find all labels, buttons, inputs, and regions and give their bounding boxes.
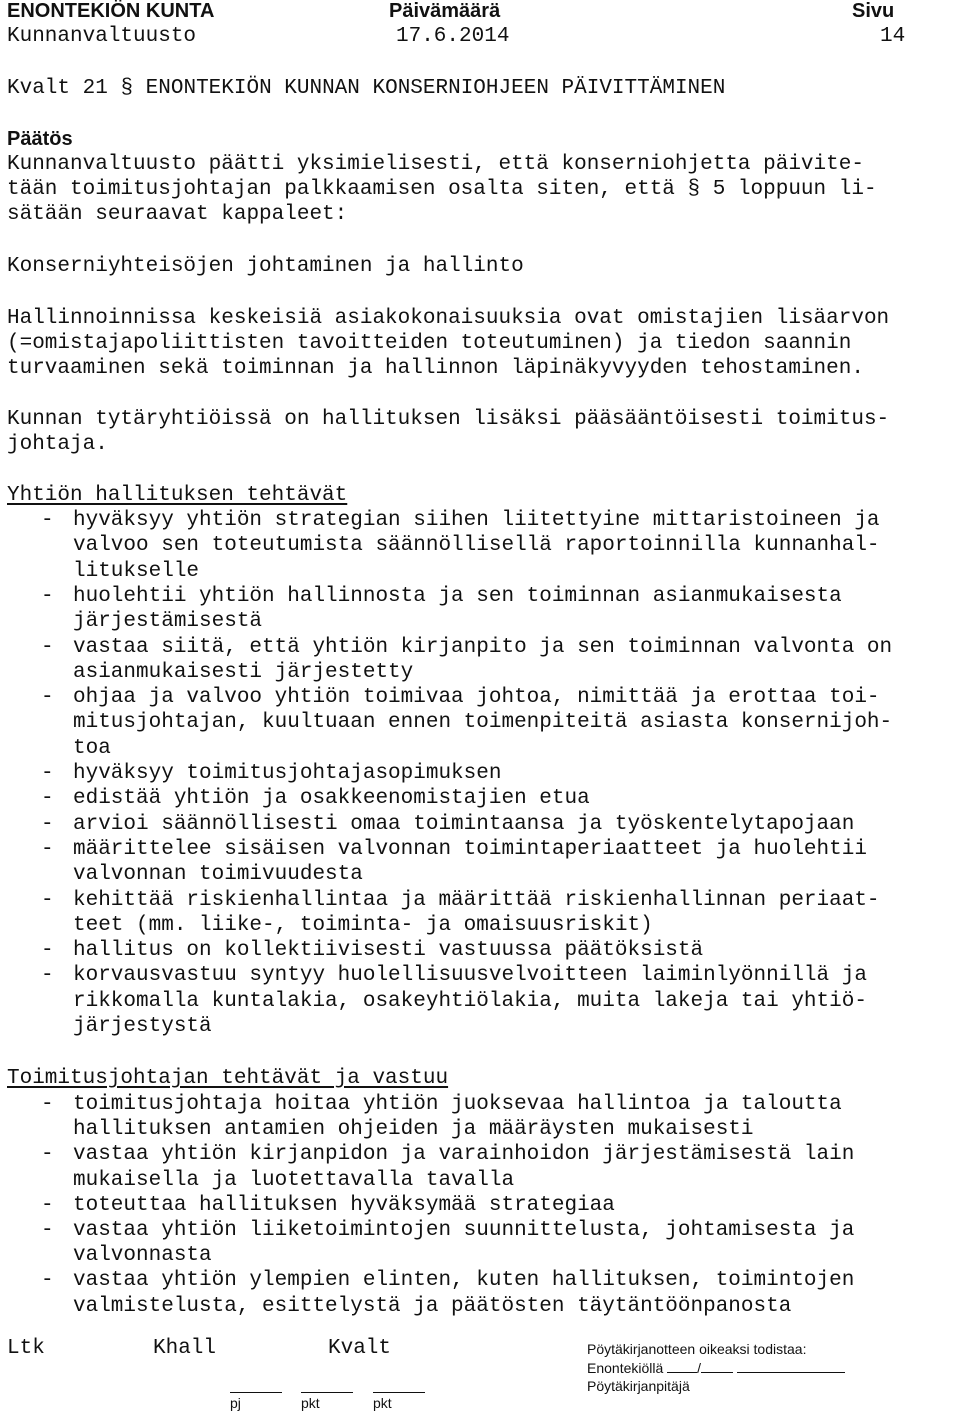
document-title: Kvalt 21 § ENONTEKIÖN KUNNAN KONSERNIOHJEEN PÄIVITTÄMINEN xyxy=(7,77,726,100)
list-item-line: vastaa siitä, että yhtiön kirjanpito ja sen toiminnan valvonta on xyxy=(73,635,893,659)
footer-ltk: Ltk xyxy=(7,1337,45,1360)
pkt-line-1 xyxy=(301,1392,353,1393)
footer-khall: Khall xyxy=(153,1337,217,1360)
list-item-line: toa xyxy=(73,736,111,760)
footer-secretary: Pöytäkirjanpitäjä xyxy=(587,1378,690,1394)
bullet-dash: - xyxy=(41,635,54,659)
footer-place: Enontekiöllä xyxy=(587,1360,664,1376)
page-label: Sivu xyxy=(852,0,895,22)
bullet-dash: - xyxy=(41,1219,54,1242)
bullet-dash: - xyxy=(41,1269,54,1293)
list-item-line: mukaisella ja luotettavalla tavalla xyxy=(73,1168,515,1192)
bullet-dash: - xyxy=(41,939,54,963)
paragraph-line: Kunnan tytäryhtiöissä on hallituksen lisäksi pääsääntöisesti toimitus- xyxy=(7,408,890,431)
decision-line: tään toimitusjohtajan palkkaamisen osalta siten, että § 5 loppuun li- xyxy=(7,178,877,201)
bullet-dash: - xyxy=(41,888,54,912)
body-name: Kunnanvaltuusto xyxy=(7,25,197,48)
list-item-line: toimitusjohtaja hoitaa yhtiön juoksevaa hallintoa ja taloutta xyxy=(73,1093,842,1116)
bullet-dash: - xyxy=(41,812,54,836)
date-label: Päivämäärä xyxy=(389,0,501,22)
list-item-line: edistää yhtiön ja osakkeenomistajien etua xyxy=(73,787,590,811)
decision-line: Kunnanvaltuusto päätti yksimielisesti, että konserniohjetta päivite- xyxy=(7,153,864,176)
footer-place-line xyxy=(587,1359,845,1377)
list-item-line: valvonnan toimivuudesta xyxy=(73,863,363,887)
list-item-line: valvoo sen toteutumista säännöllisellä raportoinnilla kunnanhal- xyxy=(73,534,880,558)
bullet-dash: - xyxy=(41,686,54,710)
bullet-dash: - xyxy=(41,762,54,785)
list-item-line: teet (mm. liike-, toiminta- ja omaisuusriskit) xyxy=(73,913,653,937)
ceo-duties-heading: Toimitusjohtajan tehtävät ja vastuu xyxy=(7,1067,449,1090)
list-item-line: mitusjohtajan, kuultuaan ennen toimenpiteitä asiasta konsernijoh- xyxy=(73,711,893,735)
pj-line xyxy=(230,1392,282,1393)
list-item-line: valmistelusta, esittelystä ja päätösten täytäntöönpanosta xyxy=(73,1294,792,1318)
decision-heading: Päätös xyxy=(7,128,73,150)
list-item-line: järjestämisestä xyxy=(73,610,263,634)
list-item-line: huolehtii yhtiön hallinnosta ja sen toiminnan asianmukaisesta xyxy=(73,584,842,608)
list-item-line: määrittelee sisäisen valvonnan toimintaperiaatteet ja huolehtii xyxy=(73,837,867,861)
list-item-line: korvausvastuu syntyy huolellisuusvelvoitteen laiminlyönnillä ja xyxy=(73,964,867,988)
footer-certify: Pöytäkirjanotteen oikeaksi todistaa: xyxy=(587,1341,807,1357)
board-duties-heading: Yhtiön hallituksen tehtävät xyxy=(7,484,348,507)
list-item-line: järjestystä xyxy=(73,1015,212,1038)
list-item-line: hyväksyy yhtiön strategian siihen liitettyine mittaristoineen ja xyxy=(73,509,880,532)
date-slash: / xyxy=(697,1360,702,1376)
pkt-line-2 xyxy=(373,1392,425,1393)
section-heading: Konserniyhteisöjen johtaminen ja hallinto xyxy=(7,255,524,278)
list-item-line: hyväksyy toimitusjohtajasopimuksen xyxy=(73,762,502,785)
meeting-date: 17.6.2014 xyxy=(396,25,510,48)
list-item-line: vastaa yhtiön liiketoimintojen suunnittelusta, johtamisesta ja xyxy=(73,1219,855,1242)
list-item-line: hallitus on kollektiivisesti vastuussa päätöksistä xyxy=(73,939,704,963)
footer-kvalt: Kvalt xyxy=(328,1337,392,1360)
bullet-dash: - xyxy=(41,1143,54,1167)
bullet-dash: - xyxy=(41,509,54,532)
list-item-line: hallituksen antamien ohjeiden ja määräysten mukaisesti xyxy=(73,1118,754,1142)
month-blank xyxy=(701,1360,733,1373)
footer-pj: pj xyxy=(230,1395,241,1411)
list-item-line: rikkomalla kuntalakia, osakeyhtiölakia, muita lakeja tai yhtiö- xyxy=(73,989,867,1013)
list-item-line: toteuttaa hallituksen hyväksymää strategiaa xyxy=(73,1193,615,1217)
footer-pkt-1: pkt xyxy=(301,1395,320,1411)
bullet-dash: - xyxy=(41,1193,54,1217)
bullet-dash: - xyxy=(41,584,54,608)
page-number: 14 xyxy=(880,25,906,48)
bullet-dash: - xyxy=(41,1093,54,1116)
list-item-line: asianmukaisesti järjestetty xyxy=(73,660,414,684)
bullet-dash: - xyxy=(41,837,54,861)
list-item-line: valvonnasta xyxy=(73,1244,212,1268)
decision-line: sätään seuraavat kappaleet: xyxy=(7,203,348,226)
bullet-dash: - xyxy=(41,787,54,811)
list-item-line: litukselle xyxy=(73,559,200,583)
paragraph-line: turvaaminen sekä toiminnan ja hallinnon läpinäkyvyyden tehostaminen. xyxy=(7,357,864,380)
paragraph-line: johtaja. xyxy=(7,433,108,456)
footer-pkt-2: pkt xyxy=(373,1395,392,1411)
list-item-line: arvioi säännöllisesti omaa toimintaansa ja työskentelytapojaan xyxy=(73,812,855,836)
signature-blank xyxy=(737,1360,845,1373)
paragraph-line: (=omistajapoliittisten tavoitteiden toteutuminen) ja tiedon saannin xyxy=(7,332,852,355)
day-blank xyxy=(667,1360,697,1373)
list-item-line: vastaa yhtiön ylempien elinten, kuten hallituksen, toimintojen xyxy=(73,1269,855,1293)
list-item-line: vastaa yhtiön kirjanpidon ja varainhoidon järjestämisestä lain xyxy=(73,1143,855,1167)
list-item-line: kehittää riskienhallintaa ja määrittää riskienhallinnan periaat- xyxy=(73,888,880,912)
org-name: ENONTEKIÖN KUNTA xyxy=(7,0,215,22)
paragraph-line: Hallinnoinnissa keskeisiä asiakokonaisuuksia ovat omistajien lisäarvon xyxy=(7,307,890,330)
list-item-line: ohjaa ja valvoo yhtiön toimivaa johtoa, nimittää ja erottaa toi- xyxy=(73,686,880,710)
bullet-dash: - xyxy=(41,964,54,988)
